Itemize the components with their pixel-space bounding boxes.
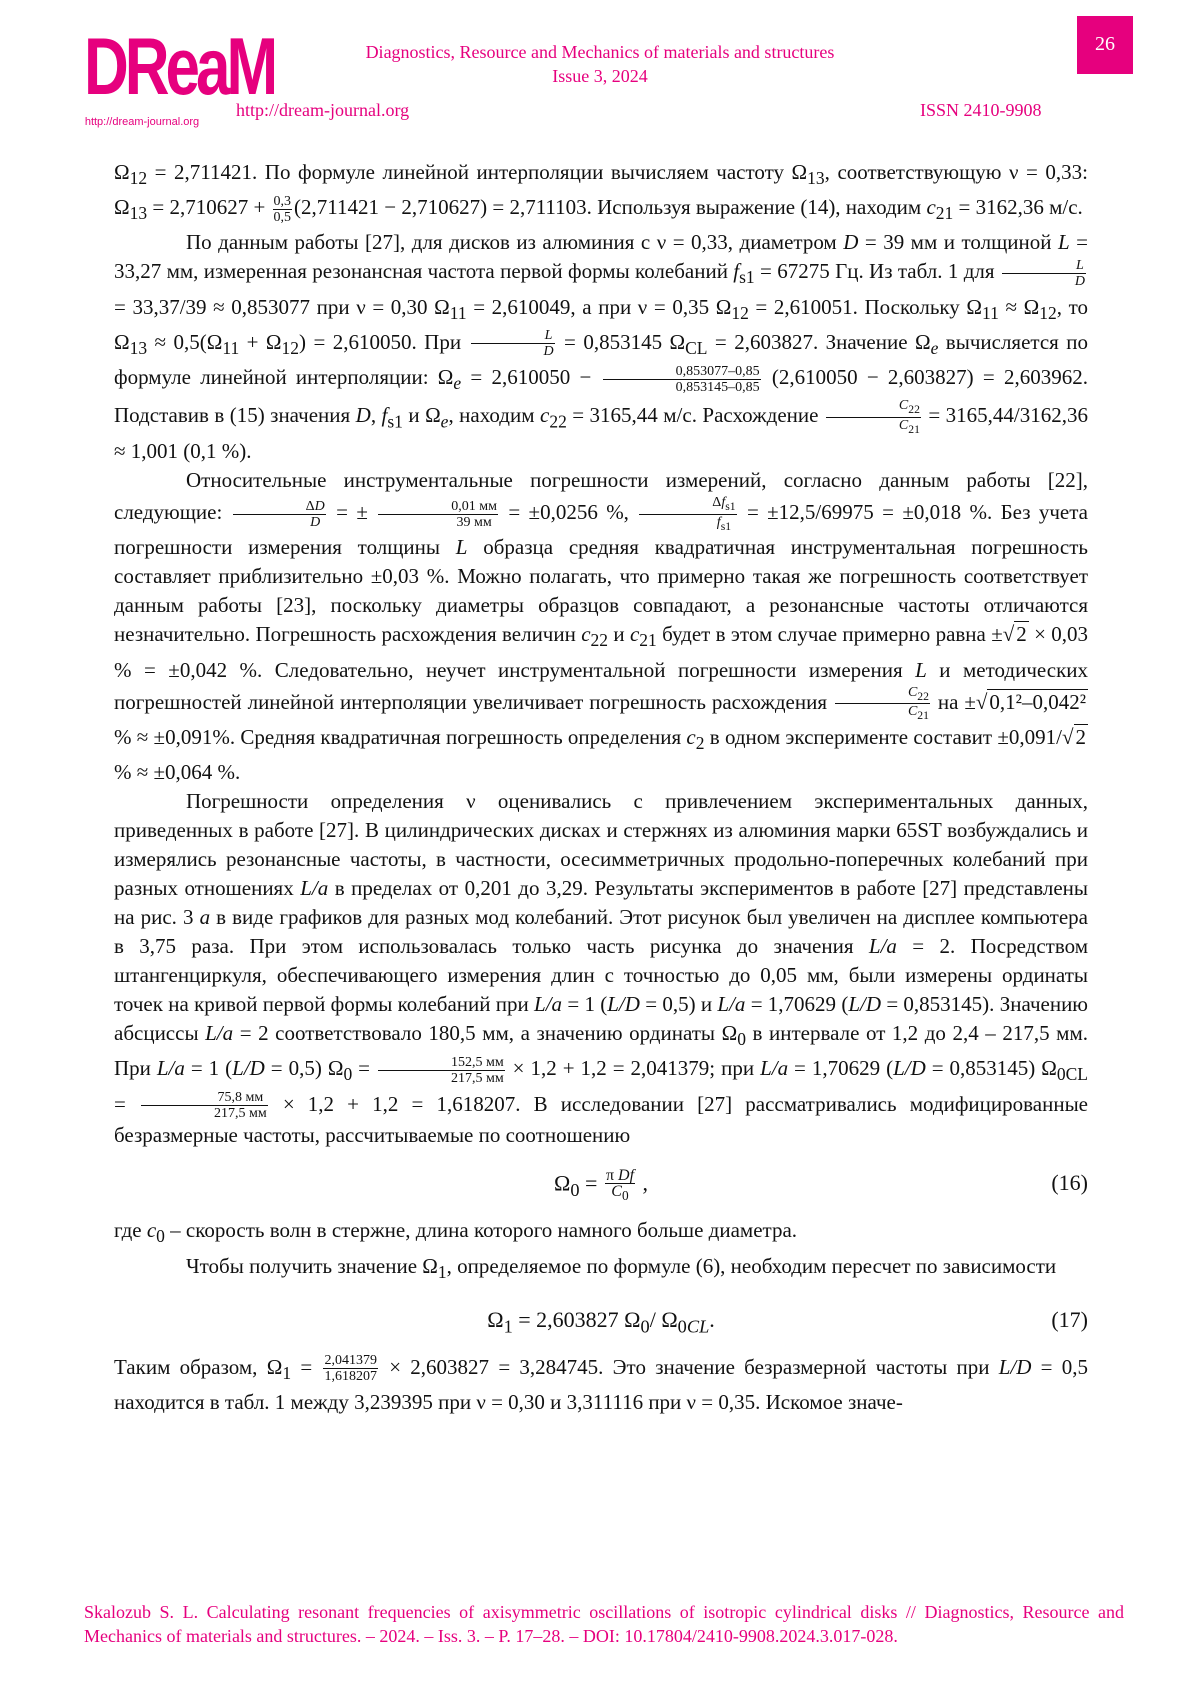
paragraph: где $c_0$ – скорость волн в стержне, длина которого намного больше диаметра. <box>114 1218 798 1247</box>
article-body <box>114 158 1088 1417</box>
logo-text: DReaM <box>84 22 275 113</box>
paragraph: По данным работы [27], для дисков из алюминия с ν = 0,33, диаметром D = 39 мм и толщиной L = 33,27 мм, измеренная резонансная частота первой формы колебаний $f_{s1} = 67275$ Гц. Из табл. 1 для $\frac{L}{D}$ = 33,37/39 ≈ 0,853077 при ν = 0,30 $\Omega_{11} = 2,610049$, а при ν = 0,35 $\Omega_{12} = 2,610051$. Поскольку $\Omega_{11} \approx \Omega_{12}$, то $\Omega_{13} \approx 0,5(\Omega_{11} + \Omega_{12}) = 2,610050$. При $\frac{L}{D}$ = 0,853145 $\Omega_{CL} = 2,603827$. Значение $\Omega_e$ вычисляется по формуле линейной интерполяции: $\Omega_e = 2,610050$ − $\frac{0,853077-0,85}{0,853145-0,85}$ (2,610050 − 2,603827) = 2,603962. Подставив в (15) значения D, $f_{s1}$ и $\Omega_e$, находим $c_{22} = 3165,44$ м/с. Расхождение $\frac{C_{22}}{C_{21}}$ = 3165,44/3162,36 ≈ 1,001 (0,1 %). <box>114 230 1089 463</box>
logo-url: http://dream-journal.org <box>84 116 200 128</box>
equation-16: $\Omega_0$ = $\frac{\text{π Df}}{C_0}$ , (16) <box>553 1167 1088 1204</box>
equation-number: (16) <box>1051 1170 1088 1196</box>
paragraph: Погрешности определения ν оценивались с привлечением экспериментальных данных, приведенных в работе [27]. В цилиндрических дисках и стержнях из алюминия марки 65ST возбуждались и измерялись резонансные частоты, в частности, осесимметричных продольно-поперечных колебаний при разных отношениях L/a в пределах от 0,201 до 3,29. Результаты экспериментов в работе [27] представлены на рис. 3 а в виде графиков для разных мод колебаний. Этот рисунок был увеличен на дисплее компьютера в 3,75 раза. При этом использовалась только часть рисунка до значения L/a = 2. Посредством штангенциркуля, обеспечивающего измерения длин с точностью до 0,05 мм, были измерены ординаты точек на кривой первой формы колебаний при L/a = 1 (L/D = 0,5) и L/a = 1,70629 (L/D = 0,853145). Значению абсциссы L/a = 2 соответствовало 180,5 мм, а значению ординаты $\Omega_0$ в интервале от 1,2 до 2,4 – 217,5 мм. При L/a = 1 (L/D = 0,5) $\Omega_0$ = $\frac{152,5 мм}{217,5 мм}$ × 1,2 + 1,2 = 2,041379; при L/a = 1,70629 (L/D = 0,853145) $\Omega_{0CL}$ = $\frac{75,8 мм}{217,5 мм}$ × 1,2 + 1,2 = 1,618207. В исследовании [27] рассматривались модифицированные безразмерные частоты, рассчитываемые по соотношению <box>114 789 1089 1148</box>
paragraph: $\Omega_{12} = 2,711421$. По формуле линейной интерполяции вычисляем частоту $\Omega_{13}$, соответствующую ν = 0,33: $\Omega_{13} = 2,710627$ + $\frac{0,3}{0,5}$ (2,711421 − 2,710627) = 2,711103. Используя выражение (14), находим $c_{21} = 3162,36$ м/с. <box>114 160 1088 225</box>
paragraph: Относительные инструментальные погрешности измерений, согласно данным работы [22], следующие: $\frac{\Delta D}{D}$ = ± $\frac{0,01 мм}{39 мм}$ = ±0,0256 %, $\frac{\Delta f_{s1}}{f_{s1}}$ = ±12,5/69975 = ±0,018 %. Без учета погрешности измерения толщины L образца средняя квадратичная инструментальная погрешность составляет приблизительно ±0,03 %. Можно полагать, что примерно такая же погрешность соответствует данным работы [23], поскольку диаметры образцов совпадают, а резонансные частоты отличаются незначительно. Погрешность расхождения величин $c_{22}$ и $c_{21}$ будет в этом случае примерно равна ±√2 × 0,03 % = ±0,042 %. Следовательно, неучет инструментальной погрешности измерения L и методических погрешностей линейной интерполяции увеличивает погрешность расхождения $\frac{C_{22}}{C_{21}}$ на ±√0,1²–0,042² % ≈ ±0,091%. Средняя квадратичная погрешность определения $c_2$ в одном эксперименте составит ±0,091/√2 % ≈ ±0,064 %. <box>114 467 1089 785</box>
equation-number: (17) <box>1051 1306 1088 1332</box>
journal-issue: Issue 3, 2024 <box>552 66 648 86</box>
paragraph: Таким образом, $\Omega_1$ = $\frac{2,041379}{1,618207}$ × 2,603827 = 3,284745. Это значение безразмерной частоты при L/D = 0,5 находится в табл. 1 между 3,239395 при ν = 0,30 и 3,311116 при ν = 0,35. Искомое значе- <box>114 1353 1089 1414</box>
journal-title <box>300 40 900 88</box>
journal-website-link[interactable]: http://dream-journal.org <box>236 100 410 120</box>
citation-footer: Skalozub S. L. Calculating resonant frequencies of axisymmetric oscillations of isotropic cylindrical disks // Diagnostics, Resource and Mechanics of materials and structures. – 2024. – Iss. 3. – P. 17–28. – DOI: 10.17804/2410-9908.2024.3.017-028. <box>84 1602 1124 1646</box>
page-number-badge: 26 <box>1077 16 1133 74</box>
equation-17: $\Omega_1 = 2,603827$ $\Omega_0/$ $\Omega_{0CL}$. (17) <box>487 1306 1088 1337</box>
paragraph: Чтобы получить значение $\Omega_1$, определяемое по формуле (6), необходим пересчет по зависимости <box>186 1253 1057 1282</box>
journal-logo <box>84 16 275 130</box>
issn: ISSN 2410-9908 <box>920 100 1042 120</box>
journal-name: Diagnostics, Resource and Mechanics of materials and structures <box>365 42 835 62</box>
